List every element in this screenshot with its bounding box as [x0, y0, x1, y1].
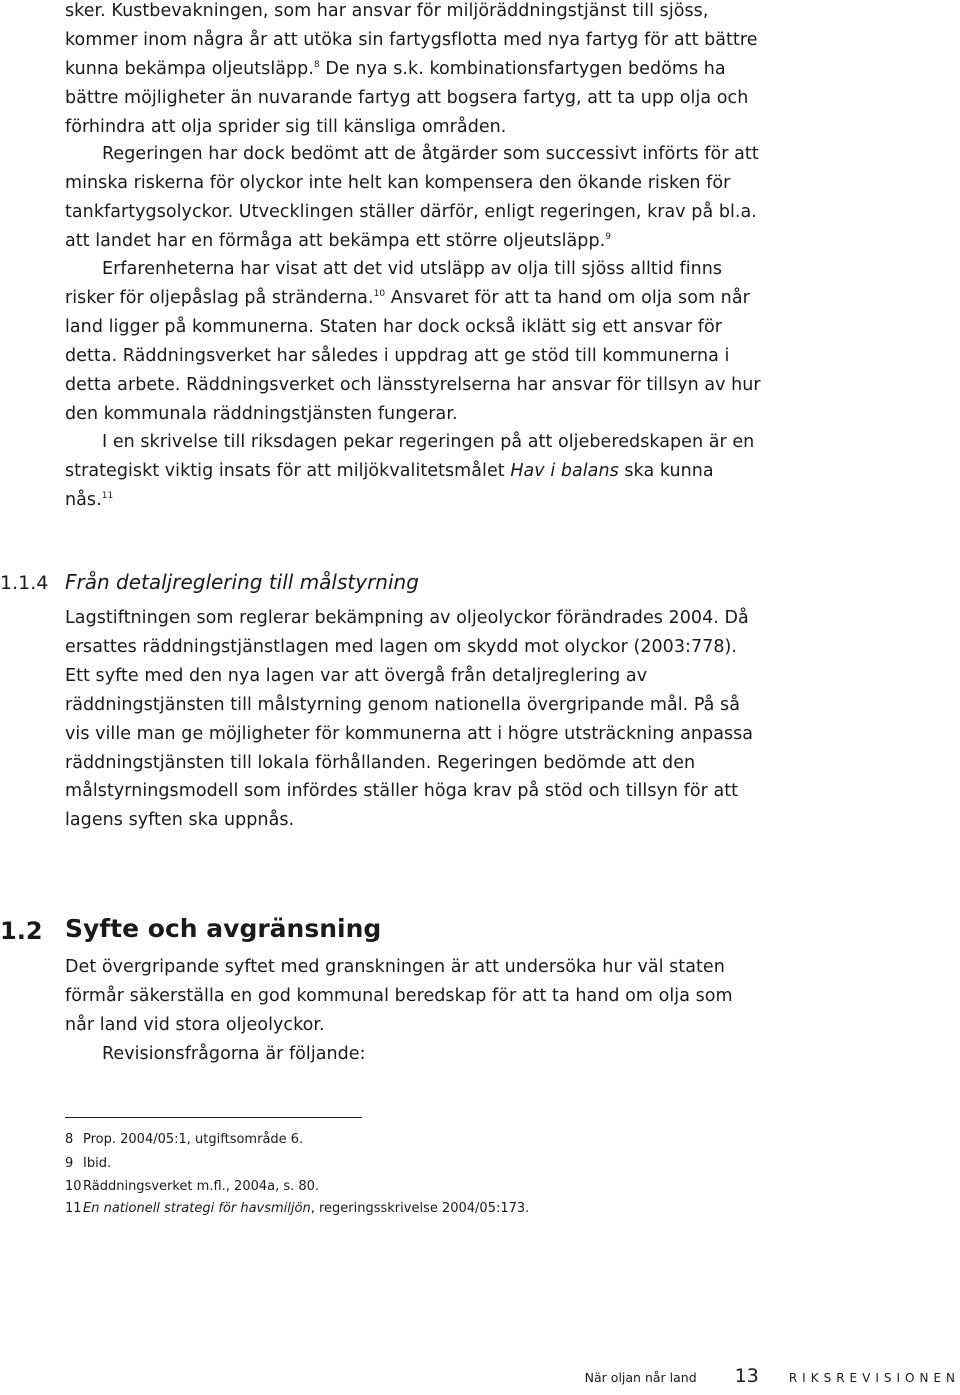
section-number-1-1-4: 1.1.4 [0, 572, 49, 594]
footnote-8: 8 Prop. 2004/05:1, utgiftsområde 6. [65, 1132, 304, 1147]
footnote-10: 10Räddningsverket m.fl., 2004a, s. 80. [65, 1179, 320, 1194]
section-heading-1-2: Syfte och avgränsning [65, 914, 382, 943]
paragraph-lagstiftningen: Lagstiftningen som reglerar bekämpning av oljeolyckor förändrades 2004. Då ersattes räddningstjänstlagen med lagen om skydd mot olyckor (2003:778). Ett syfte med den nya lagen var att övergå från detaljreglering av räddningstjänsten till målstyrning genom nationella övergripande mål. På så vis ville man ge möjligheter för kommunerna att i högre utsträckning anpassa räddningstjänsten till lokala förhållanden. Regeringen bedömde att den målstyrningsmodell som infördes ställer höga krav på stöd och tillsyn för att lagens syften ska uppnås. [65, 608, 754, 831]
page-number: 13 [734, 1365, 759, 1387]
paragraph-erfarenheterna: Erfarenheterna har visat att det vid utsläpp av olja till sjöss alltid finns risker för oljepåslag på stränderna.$^{10}$ Ansvaret för att ta hand om olja som når land ligger på kommunerna. Staten har dock också iklätt sig ett ansvar för detta. Räddningsverket har således i uppdrag att ge stöd till kommunerna i detta arbete. Räddningsverket och länsstyrelserna har ansvar för tillsyn av hur den kommunala räddningstjänsten fungerar. [65, 259, 761, 424]
footnote-9: 9 Ibid. [65, 1156, 112, 1171]
footer-report-title: När oljan når land [584, 1370, 697, 1385]
paragraph-regeringen: Regeringen har dock bedömt att de åtgärder som successivt införts för att minska riskerna för olyckor inte helt kan kompensera den ökande risken för tankfartygsolyckor. Utvecklingen ställer därför, enligt regeringen, krav på bl.a. att landet har en förmåga att bekämpa ett större oljeutsläpp.$^9$ [65, 144, 759, 251]
footnote-ref-8[interactable]: 8 [313, 59, 320, 70]
section-heading-1-1-4: Från detaljreglering till målstyrning [65, 570, 419, 594]
footnote-ref-11[interactable]: 11 [101, 490, 114, 501]
footer-organization: RIKSREVISIONEN [788, 1371, 960, 1385]
section-number-1-2: 1.2 [0, 917, 43, 945]
footnote-divider [65, 1117, 362, 1118]
paragraph-skrivelse: I en skrivelse till riksdagen pekar regeringen på att oljeberedskapen är en strategiskt viktig insats för att miljökvalitetsmålet Hav i balans ska kunna nås.$^{11}$ [65, 432, 755, 510]
footnote-ref-10[interactable]: 10 [373, 288, 386, 299]
paragraph-kustbevakningen: sker. Kustbevakningen, som har ansvar för miljöräddningstjänst till sjöss, kommer inom några år att utöka sin fartygsflotta med nya fartyg för att bättre kunna bekämpa oljeutsläpp.$^8$ De nya s.k. kombinationsfartygen bedöms ha bättre möjligheter än nuvarande fartyg att bogsera fartyg, att ta upp olja och förhindra att olja sprider sig till känsliga områden. [65, 1, 758, 137]
paragraph-syfte: Det övergripande syftet med granskningen är att undersöka hur väl staten förmår säkerställa en god kommunal beredskap för att ta hand om olja som når land vid stora oljeolyckor. [65, 957, 733, 1035]
paragraph-revisionsfragorna: Revisionsfrågorna är följande: [102, 1044, 366, 1064]
footnote-ref-9[interactable]: 9 [605, 231, 612, 242]
footnote-11: 11En nationell strategi för havsmiljön, regeringsskrivelse 2004/05:173. [65, 1201, 530, 1216]
goal-name-hav-i-balans: Hav i balans [510, 460, 619, 481]
